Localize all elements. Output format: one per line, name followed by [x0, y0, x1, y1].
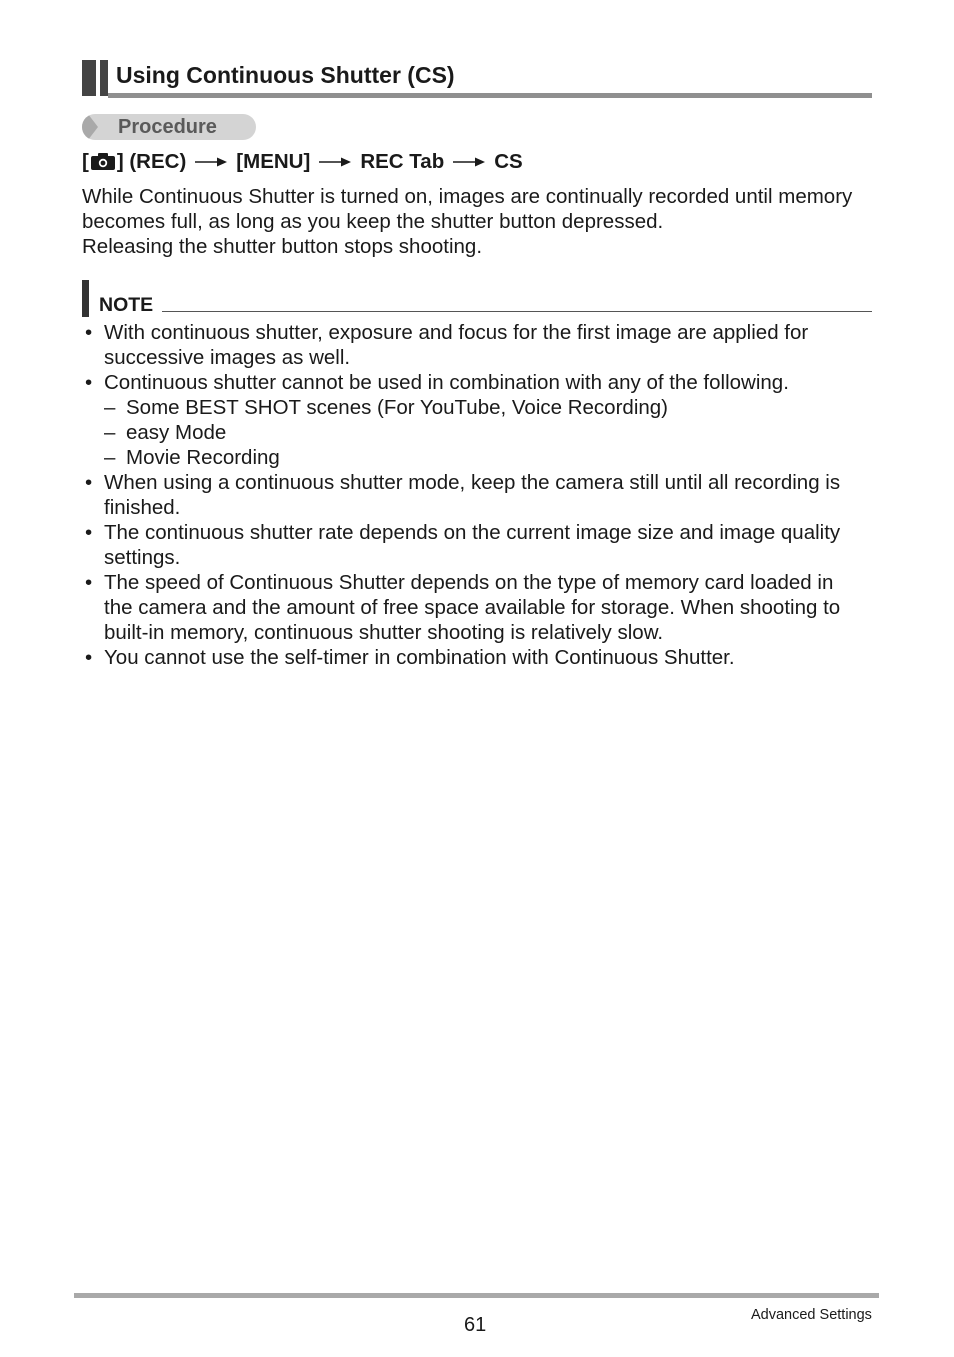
menu-path-menu: [MENU]	[236, 150, 311, 173]
chevron-right-icon	[88, 114, 98, 140]
note-item	[82, 370, 872, 470]
bullet-icon: •	[85, 471, 93, 494]
note-subitem	[82, 420, 872, 445]
section-title: Using Continuous Shutter (CS)	[116, 62, 455, 88]
dash-icon: –	[104, 396, 116, 419]
note-item-line	[82, 545, 872, 570]
menu-path-open-bracket: [	[82, 150, 89, 173]
procedure-label: Procedure	[118, 116, 217, 138]
note-item-line	[82, 345, 872, 370]
note-list	[82, 320, 872, 670]
note-item-line	[82, 595, 872, 620]
note-item-line	[82, 620, 872, 645]
note-item-text: When using a continuous shutter mode, keep the camera still until all recording is	[104, 471, 841, 494]
camera-icon	[90, 153, 116, 171]
arrow-right-icon	[195, 156, 227, 168]
note-item-text: finished.	[104, 496, 181, 519]
note-item-text: With continuous shutter, exposure and focus for the first image are applied for	[104, 321, 809, 344]
note-subitem	[82, 445, 872, 470]
footer-rule	[74, 1293, 879, 1298]
note-item	[82, 520, 872, 570]
note-rule	[162, 311, 872, 312]
note-item-text: successive images as well.	[104, 346, 351, 369]
heading-bar-thin	[100, 60, 108, 96]
note-bar	[82, 280, 89, 317]
dash-icon: –	[104, 421, 116, 444]
intro-line: While Continuous Shutter is turned on, images are continually recorded until memory	[82, 185, 853, 208]
note-item-text: Continuous shutter cannot be used in combination with any of the following.	[104, 371, 789, 394]
page-number: 61	[464, 1314, 487, 1336]
note-item-text: You cannot use the self-timer in combination with Continuous Shutter.	[104, 646, 735, 669]
note-item	[82, 470, 872, 520]
note-item-line	[82, 320, 872, 345]
menu-path-tab: REC Tab	[360, 150, 445, 173]
note-label: NOTE	[99, 294, 154, 316]
note-item	[82, 645, 872, 670]
note-subitem-text: easy Mode	[126, 421, 227, 444]
note-item-line	[82, 470, 872, 495]
dash-icon: –	[104, 446, 116, 469]
arrow-right-icon	[453, 156, 485, 168]
note-item-line	[82, 570, 872, 595]
section-heading	[82, 58, 872, 98]
bullet-icon: •	[85, 646, 93, 669]
note-item	[82, 570, 872, 645]
intro-line: Releasing the shutter button stops shooting.	[82, 235, 483, 258]
note-item-text: built-in memory, continuous shutter shooting is relatively slow.	[104, 621, 664, 644]
note-item-text: the camera and the amount of free space available for storage. When shooting to	[104, 596, 841, 619]
heading-underline	[108, 93, 872, 98]
note-item-line	[82, 520, 872, 545]
note-item-text: The speed of Continuous Shutter depends on the type of memory card loaded in	[104, 571, 834, 594]
procedure-tag	[82, 114, 256, 140]
arrow-right-icon	[319, 156, 351, 168]
bullet-icon: •	[85, 521, 93, 544]
menu-path	[82, 149, 523, 175]
note-item	[82, 320, 872, 370]
menu-path-item: CS	[494, 150, 523, 173]
note-item-line	[82, 495, 872, 520]
bullet-icon: •	[85, 571, 93, 594]
note-item-text: settings.	[104, 546, 181, 569]
note-subitem-text: Some BEST SHOT scenes (For YouTube, Voice Recording)	[126, 396, 668, 419]
heading-bar-thick	[82, 60, 96, 96]
bullet-icon: •	[85, 371, 93, 394]
footer-section-name: Advanced Settings	[751, 1307, 872, 1323]
note-item-line	[82, 645, 872, 670]
note-subitem-text: Movie Recording	[126, 446, 280, 469]
intro-line: becomes full, as long as you keep the shutter button depressed.	[82, 210, 664, 233]
note-header	[82, 280, 872, 318]
bullet-icon: •	[85, 321, 93, 344]
menu-path-rec: ] (REC)	[116, 150, 187, 173]
note-item-line	[82, 370, 872, 395]
note-subitem	[82, 395, 872, 420]
note-item-text: The continuous shutter rate depends on the current image size and image quality	[104, 521, 841, 544]
